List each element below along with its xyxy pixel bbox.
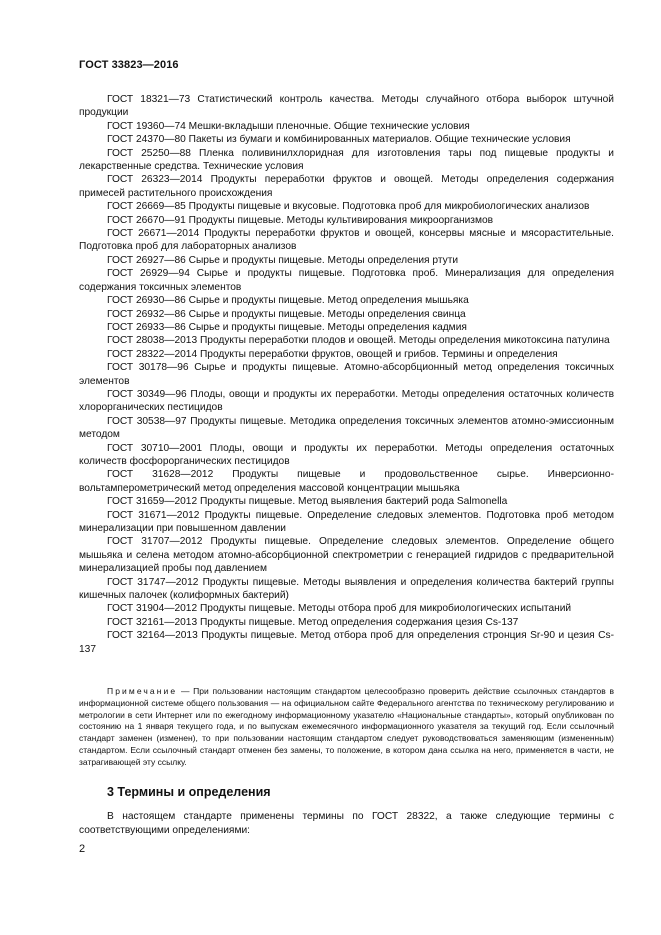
reference-item: ГОСТ 31904—2012 Продукты пищевые. Методы отбора проб для микробиологических испытаний xyxy=(107,603,572,615)
reference-item: ГОСТ 28038—2013 Продукты переработки плодов и овощей. Методы определения микотоксина патулина xyxy=(107,335,610,347)
reference-item: ГОСТ 31659—2012 Продукты пищевые. Метод выявления бактерий рода Salmonella xyxy=(107,496,508,508)
reference-item: ГОСТ 26932—86 Сырье и продукты пищевые. Методы определения свинца xyxy=(107,308,466,320)
reference-item: ГОСТ 32164—2013 Продукты пищевые. Метод отбора проб для определения стронция Sr-90 и цезия Cs-137 xyxy=(79,630,614,655)
reference-item: ГОСТ 25250—88 Пленка поливинилхлоридная для изготовления тары под пищевые продукты и лекарственные средства. Технические условия xyxy=(79,147,614,173)
reference-item: ГОСТ 31671—2012 Продукты пищевые. Определение следовых элементов. Подготовка проб методом минерализации при повышенном давлении xyxy=(79,509,614,534)
reference-item: ГОСТ 26669—85 Продукты пищевые и вкусовые. Подготовка проб для микробиологических анализов xyxy=(107,201,590,213)
reference-item: ГОСТ 30178—96 Сырье и продукты пищевые. Атомно-абсорбционный метод определения токсичных элементов xyxy=(79,362,614,387)
reference-item: ГОСТ 26930—86 Сырье и продукты пищевые. Метод определения мышьяка xyxy=(107,295,469,307)
reference-item: ГОСТ 26927—86 Сырье и продукты пищевые. Методы определения ртути xyxy=(107,254,459,266)
reference-item: ГОСТ 19360—74 Мешки-вкладыши пленочные. Общие технические условия xyxy=(107,120,470,132)
reference-item: ГОСТ 32161—2013 Продукты пищевые. Метод определения содержания цезия Cs-137 xyxy=(107,616,519,628)
reference-item: ГОСТ 31747—2012 Продукты пищевые. Методы выявления и определения количества бактерий группы кишечных палочек (колиформных бактерий) xyxy=(79,576,614,602)
reference-item: ГОСТ 24370—80 Пакеты из бумаги и комбинированных материалов. Общие технические условия xyxy=(107,134,571,146)
reference-item: ГОСТ 30538—97 Продукты пищевые. Методика определения токсичных элементов атомно-эмиссионным методом xyxy=(79,415,614,441)
section-paragraph: В настоящем стандарте применены термины по ГОСТ 28322, а также следующие термины с соответствующими определениями: xyxy=(79,811,614,836)
reference-item: ГОСТ 26323—2014 Продукты переработки фруктов и овощей. Методы определения содержания примесей растительного происхождения xyxy=(79,174,614,199)
references-list xyxy=(79,93,614,656)
note-text: — При пользовании настоящим стандартом целесообразно проверить действие ссылочных стандартов в информационной системе общего пользования — на официальном сайте Федерального агентства по техническому регулированию и метрологии в сети Интернет или по ежегодному информационному указателю «Национальные стандарты», который опубликован по состоянию на 1 января текущего года, и по выпускам ежемесячного информационного указателя за текущий год. Если ссылочный стандарт заменен (изменен), то при пользовании настоящим стандартом следует руководствоваться заменяющим (измененным) стандартом. Если ссылочный стандарт отменен без замены, то положение, в котором дана ссылка на него, применяется в части, не затрагивающей эту ссылку. xyxy=(79,686,614,767)
reference-item: ГОСТ 26933—86 Сырье и продукты пищевые. Методы определения кадмия xyxy=(107,321,467,333)
section-title: 3 Термины и определения xyxy=(107,785,271,799)
document-header: ГОСТ 33823—2016 xyxy=(79,59,179,71)
note-label: Примечание xyxy=(107,686,178,696)
note-paragraph xyxy=(79,686,614,769)
reference-item: ГОСТ 31707—2012 Продукты пищевые. Определение следовых элементов. Определение общего мышьяка и селена методом атомно-абсорбционной спектрометрии с генерацией гидридов с предварительной минерализацией пробы под давлением xyxy=(79,536,614,575)
page-number: 2 xyxy=(79,843,86,855)
reference-item: ГОСТ 26929—94 Сырье и продукты пищевые. Подготовка проб. Минерализация для определения содержания токсичных элементов xyxy=(79,268,614,293)
reference-item: ГОСТ 28322—2014 Продукты переработки фруктов, овощей и грибов. Термины и определения xyxy=(107,348,558,360)
reference-item: ГОСТ 30349—96 Плоды, овощи и продукты их переработки. Методы определения остаточных количеств хлорорганических пестицидов xyxy=(79,388,614,414)
reference-item: ГОСТ 26670—91 Продукты пищевые. Методы культивирования микроорганизмов xyxy=(107,214,494,226)
reference-item: ГОСТ 26671—2014 Продукты переработки фруктов и овощей, консервы мясные и мясорастительные. Подготовка проб для лабораторных анализов xyxy=(79,228,614,253)
reference-item: ГОСТ 31628—2012 Продукты пищевые и продовольственное сырье. Инверсионно-вольтамперометрический метод определения массовой концентрации мышьяка xyxy=(79,469,614,494)
reference-item: ГОСТ 18321—73 Статистический контроль качества. Методы случайного отбора выборок штучной продукции xyxy=(79,94,614,119)
reference-item: ГОСТ 30710—2001 Плоды, овощи и продукты их переработки. Методы определения остаточных количеств фосфорорганических пестицидов xyxy=(79,442,614,467)
